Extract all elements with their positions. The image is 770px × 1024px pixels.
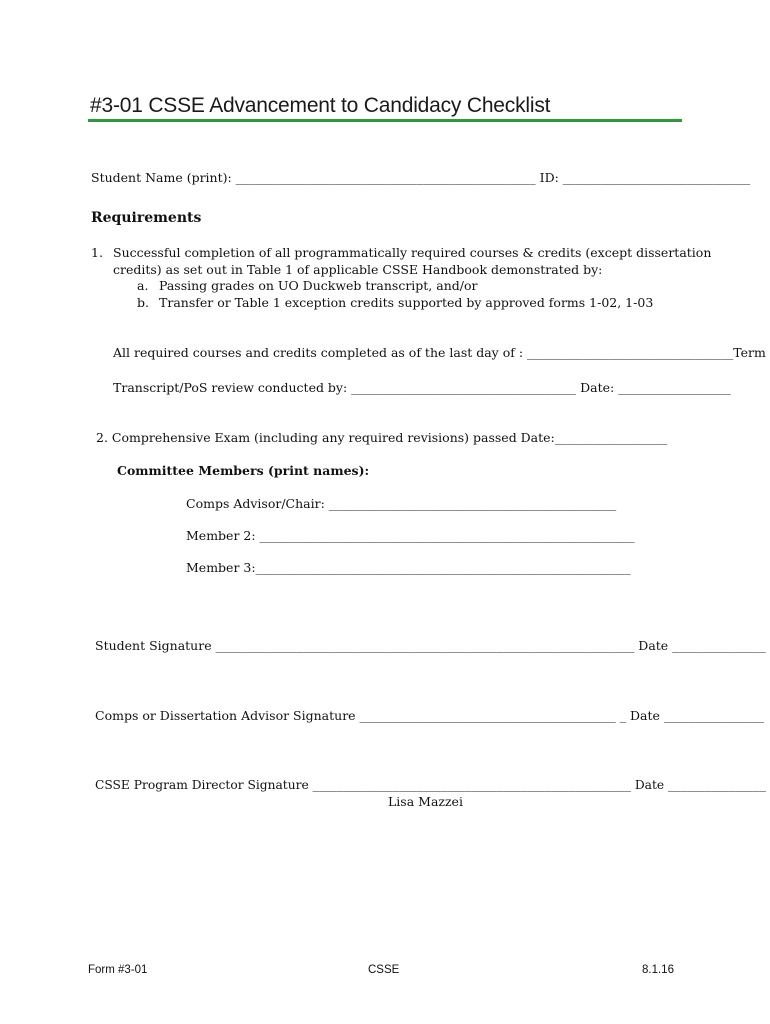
req1-line2: credits) as set out in Table 1 of applicable CSSE Handbook demonstrated by: [113,262,603,277]
transcript-review-line: Transcript/PoS review conducted by: ____________________________________ Date: __________________ [113,380,731,395]
footer-program: CSSE [368,964,400,976]
comprehensive-exam-line: 2. Comprehensive Exam (including any required revisions) passed Date:__________________ [96,430,668,445]
courses-completed-line: All required courses and credits completed as of the last day of : _________________________________Term [113,345,766,360]
title-underline [88,119,682,122]
req1-line1: Successful completion of all programmatically required courses & credits (except dissertation [113,245,712,260]
req1-number: 1. [91,245,103,260]
req1-sub-a-label: a. [137,278,149,293]
committee-heading: Committee Members (print names): [117,463,370,478]
requirements-heading: Requirements [91,210,202,226]
director-name: Lisa Mazzei [388,794,463,809]
footer-date: 8.1.16 [642,964,674,976]
req1-sub-a-text: Passing grades on UO Duckweb transcript, and/or [159,278,478,293]
member-3-line: Member 3:____________________________________________________________ [186,560,631,575]
req1-sub-b-label: b. [137,295,149,310]
advisor-signature-line: Comps or Dissertation Advisor Signature _________________________________________ _ Date ________________ [95,708,764,723]
comps-advisor-line: Comps Advisor/Chair: ______________________________________________ [186,496,617,511]
member-2-line: Member 2: ____________________________________________________________ [186,528,635,543]
page-title: #3-01 CSSE Advancement to Candidacy Checklist [90,94,551,117]
footer-form-number: Form #3-01 [88,964,148,976]
req1-sub-b-text: Transfer or Table 1 exception credits supported by approved forms 1-02, 1-03 [159,295,654,310]
student-signature-line: Student Signature ___________________________________________________________________ Date _______________ [95,638,766,653]
student-name-id-line: Student Name (print): ________________________________________________ ID: ______________________________ [91,170,751,185]
director-signature-line: CSSE Program Director Signature ____________________________________________________ Date ________________ [95,777,766,792]
